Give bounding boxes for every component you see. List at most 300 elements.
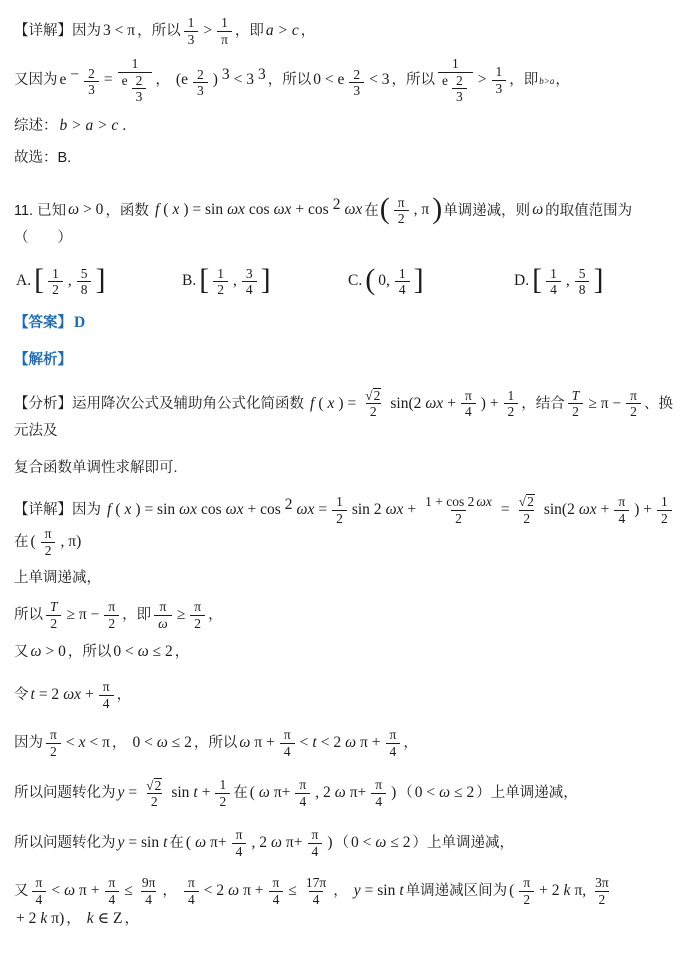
math-run: ( [249,784,255,802]
math-run: 3 < π [103,21,136,39]
math-run: π [44,526,52,542]
detail-line-3 [14,599,682,631]
fraction-denominator [242,281,257,298]
math-run: π [397,194,405,210]
fraction-denominator [452,88,467,105]
math-run: π [630,387,637,403]
math-run: 2 [50,615,58,631]
math-run: π [187,875,195,891]
fraction [461,388,476,420]
math-run: 2 [353,66,361,82]
text-run: ， [162,883,181,900]
math-run: 1 [219,777,227,793]
math-run: π [108,875,116,891]
fraction-denominator [184,891,199,908]
math-run: 4 [272,891,280,907]
fraction-denominator [366,403,381,420]
fraction-numerator [232,827,247,843]
math-run: 2 [507,404,515,420]
text-run: ）上单调递减， [412,835,514,852]
text-run: 所以问题转化为 [14,785,116,802]
fraction-numerator [156,599,171,615]
math-run: . [122,116,127,134]
fraction-numerator [421,494,496,510]
math-run: sin 2 [351,501,382,519]
fraction-denominator [280,743,295,760]
math-run: 4 [145,891,152,907]
fraction [546,266,561,298]
math-run: < 2 [320,734,342,752]
superscript [346,67,367,99]
math-run: e [59,71,67,89]
math-variable: ω [156,734,168,752]
math-run: cos [200,501,222,519]
math-variable: ωx [225,501,244,519]
text-run: ，所以 [137,22,181,39]
fraction [154,599,172,631]
math-variable: ω [137,643,149,661]
math-run: ) [327,834,333,852]
text-run: 【分析】运用降次公式及辅助角公式化简函数 [14,395,309,412]
math-variable: x [327,394,335,412]
math-run: < 3 [369,71,390,89]
fraction [184,15,199,47]
text-run: ，即 [509,72,539,89]
math-run: , 2 [251,834,267,852]
math-run: sin(2 [543,501,575,519]
math-variable: T [571,387,580,403]
math-run: , [565,272,570,290]
analysis-label-line [14,349,682,372]
fraction-denominator [48,281,63,298]
math-run: D [74,313,86,331]
detail-line-2 [14,567,682,590]
text-run: 11. 已知 [14,202,67,219]
math-run: 2 [108,615,116,631]
fraction-numerator [568,388,584,404]
radicand: 2 [373,387,381,403]
math-run: e [442,72,449,88]
math-run: ( [318,394,324,412]
math-run: > 0 [83,201,104,219]
text-run: 在 [364,202,379,219]
math-run: π [272,875,280,891]
text-run: 因为 [14,735,43,752]
math-variable: t [193,784,198,802]
math-variable: ω [64,882,76,900]
math-variable: ω [334,784,346,802]
text-run: 上单调递减， [14,570,101,587]
radicand: 2 [154,777,162,793]
math-run: , π) [60,533,82,551]
superscript [331,196,343,213]
detail-line-9 [14,875,682,932]
math-run: π [464,387,472,403]
math-variable: ωx [385,501,404,519]
math-run: + [407,501,417,519]
radical [365,388,381,403]
fraction-denominator [46,615,61,632]
fraction-numerator [371,777,386,793]
fraction [99,679,114,711]
math-run: 0 < [113,643,134,661]
fraction [515,494,539,526]
math-run: 1 [221,15,228,30]
math-run: 2 [284,495,293,513]
math-variable: ω [345,734,357,752]
math-run: + cos [247,501,281,519]
math-run: 3 [245,265,253,281]
math-run: > [477,71,487,89]
fraction-numerator [190,599,205,615]
math-run: ≤ 2 [390,834,411,852]
math-run: π [159,599,167,615]
math-run: π) [51,910,65,928]
text-run: 所以 [14,607,43,624]
fraction-denominator [46,743,61,760]
fraction-numerator [349,67,364,83]
math-run: 4 [245,282,253,298]
fraction-numerator [448,56,463,72]
math-run: sin [171,784,190,802]
superscript [190,67,211,99]
math-run: 1 [452,56,459,72]
math-run: π + [360,734,381,752]
math-run: 1 [550,265,557,281]
detail-line-prev [14,15,682,47]
fraction [77,266,92,298]
math-variable: x [78,734,86,752]
math-run: < 3 [233,71,255,89]
math-variable: ω [439,784,451,802]
fraction-denominator [32,891,47,908]
fraction-denominator [269,891,284,908]
math-run: + 2 [16,910,37,928]
math-run: ( [115,501,121,519]
math-variable: ω [375,834,387,852]
fraction-numerator [99,679,114,695]
text-run: 在 [14,534,29,551]
fraction-numerator [193,67,208,83]
fraction-numerator [213,266,228,282]
option-label: A. [16,272,32,290]
fraction-numerator [128,56,143,72]
fraction [386,727,401,759]
text-run: ， [300,22,316,39]
fraction [190,599,205,631]
math-run: 5 [80,265,88,281]
fraction [104,599,119,631]
fraction-denominator [147,793,162,810]
math-variable: ω [68,201,80,219]
fraction-denominator [371,793,386,810]
math-run: 1 [507,387,515,403]
math-run: π [108,599,116,615]
fraction [242,266,257,298]
math-run: < 2 [203,882,225,900]
big-delimiter: ( [365,263,376,297]
fraction [519,875,534,907]
math-variable: f [154,201,160,219]
big-delimiter: ] [593,263,604,297]
math-run: ≤ [124,882,133,900]
fraction-denominator [77,281,92,298]
fraction [421,494,496,526]
fraction-denominator [154,615,172,632]
fraction-denominator [104,615,119,632]
fraction-numerator [184,15,199,31]
math-variable: x [124,501,132,519]
math-run: 3 [495,80,503,96]
fraction [591,875,613,907]
math-run: 2 [572,404,579,420]
math-run: 1 [131,56,139,72]
math-variable: ωx [273,201,292,219]
text-run: （ [398,785,413,802]
math-variable: y [117,834,125,852]
text-run: ， [116,687,132,704]
math-run: + cos [295,201,329,219]
fraction [492,64,507,96]
text-run: ， [124,911,140,928]
math-run: 2 [217,282,224,298]
math-run: + 2 [539,882,560,900]
fraction-numerator [217,15,232,31]
superscript [68,66,102,98]
fraction-denominator [451,510,466,527]
text-run: ，函数 [105,202,153,219]
math-variable: ω [30,643,42,661]
math-run: 1 [495,64,503,80]
math-run: ) = sin [183,201,224,219]
radical [146,778,162,793]
fraction-numerator [361,388,385,403]
big-delimiter: ] [413,263,424,297]
math-run: π+ [273,784,291,802]
math-variable: ωx [425,394,444,412]
fraction [84,66,99,98]
fraction-denominator [395,281,410,298]
math-run: e [121,72,128,88]
math-run: > 0 [45,643,66,661]
math-variable: ω [239,734,251,752]
math-run: 2 [50,743,57,759]
fraction-numerator [492,64,507,80]
fraction-denominator [349,82,364,99]
fraction [104,875,119,907]
fraction [184,875,199,907]
fraction [41,526,56,558]
math-run: = 2 [38,686,60,704]
math-run: < [299,734,309,752]
math-variable: f [107,501,112,519]
text-run: 令 [14,687,29,704]
text-run: ， [174,644,190,661]
math-run: 2 [196,66,204,82]
text-run: 综述： [14,117,58,134]
fraction-numerator [215,777,230,793]
math-run: = sin [128,834,160,852]
fraction-numerator [515,494,539,509]
math-run: cos [248,201,270,219]
option-C [346,263,512,298]
text-run: ）上单调递减， [476,785,578,802]
math-run: , [67,272,72,290]
text-run: ，所以 [391,72,436,89]
text-run: 所以问题转化为 [14,835,116,852]
math-variable: ω [158,615,168,631]
fraction-denominator [132,88,147,105]
math-run: , [232,272,237,290]
math-run: ≤ 2 [152,643,173,661]
math-run: + [447,394,456,412]
fraction-numerator [48,266,63,282]
detail-line-prev-2 [14,56,682,105]
fraction-numerator [546,266,561,282]
math-run: 3 [187,31,195,47]
math-run: > [203,21,213,39]
fraction [295,777,310,809]
fraction-denominator [217,31,232,48]
math-run: π [283,727,291,743]
fraction-denominator [295,793,310,810]
math-run: 17π [305,875,327,891]
math-run: 2 [455,510,462,526]
text-run: ， [208,607,223,624]
text-run: ， [155,72,174,89]
math-run: 0 < [132,734,153,752]
fraction [452,73,467,105]
text-run: 单调递减，则 [443,202,531,219]
math-run: 2 [397,211,405,227]
fraction-numerator [504,388,519,404]
math-run: π [235,827,243,843]
fraction-numerator [307,827,322,843]
math-variable: t [163,834,168,852]
fraction-denominator [519,510,534,527]
math-run: 2 [52,282,59,298]
fraction-denominator [213,281,228,298]
math-variable: ωx [296,501,315,519]
math-run: 2 [630,404,637,420]
math-run: 0, [378,272,390,290]
fraction-denominator [41,542,56,559]
big-delimiter: ] [260,263,271,297]
math-run: 3 [221,65,230,83]
fraction-denominator [492,80,507,97]
math-run: ≤ 2 [454,784,475,802]
fraction-denominator [309,891,324,908]
big-delimiter: ] [95,263,106,297]
math-run: 1 + cos 2 [425,494,475,510]
fraction [657,494,672,526]
math-run: ≥ [176,606,186,624]
fraction-denominator [461,403,476,420]
math-variable: f [310,394,315,412]
fraction [32,875,47,907]
superscript [449,73,470,105]
document-body [14,15,682,932]
text-run: 、换元法及 [14,395,673,439]
fraction-denominator [386,743,401,760]
fraction-numerator [269,875,284,891]
fraction-denominator [519,891,534,908]
fraction-denominator [568,403,583,420]
math-run: 4 [389,743,397,759]
detail-line-8 [14,827,682,859]
fraction-numerator [132,73,147,89]
math-run: 3 [258,65,266,83]
text-run: ，即 [122,607,152,624]
fraction [349,67,364,99]
fraction-numerator [242,266,257,282]
option-label: B. [182,272,197,290]
math-run: 4 [311,843,319,859]
text-run: ，所以 [267,72,312,89]
fraction-numerator [104,875,119,891]
math-variable: y [117,784,125,802]
text-run: ， [66,911,85,928]
math-run: π + [243,882,264,900]
math-run: ) = sin [135,501,176,519]
math-run: (e [175,71,188,89]
math-run-small: b>a [539,76,555,87]
math-run: 3 [456,89,463,105]
fraction [302,875,330,907]
math-run: 1 [52,265,59,281]
fraction [332,494,347,526]
math-run: π + [254,734,275,752]
math-run: π [102,679,110,695]
math-run: π [221,31,228,47]
math-run: = [318,501,328,519]
math-run: 4 [187,891,195,907]
math-run: π [194,599,202,615]
radical [519,494,535,509]
fraction [142,778,166,810]
math-variable: ωx [63,686,82,704]
fraction-denominator [99,695,114,712]
math-run: 4 [398,282,406,298]
math-run: = sin [364,882,396,900]
math-run: π+ [349,784,367,802]
math-run: < [65,734,75,752]
question-line [14,192,682,250]
math-run: 1 [398,265,406,281]
text-run: 又因为 [14,72,58,89]
option-B [180,263,346,298]
math-run: 3 [196,83,204,99]
math-variable: ωx [476,494,492,510]
fraction-numerator [302,875,330,891]
math-run: ) + [480,394,499,412]
math-run: − [70,65,80,83]
math-run: 3 [353,83,361,99]
fraction [504,388,519,420]
fraction-numerator [394,195,409,211]
math-run: ≥ π − [66,606,100,624]
fraction [118,56,153,105]
fraction-denominator [438,72,473,105]
fraction-denominator [394,210,409,227]
math-run: π [311,827,319,843]
math-run: , π [413,201,430,219]
fraction-numerator [280,727,295,743]
math-run: 1 [187,15,195,30]
math-run: 4 [618,510,626,526]
math-run: 2 [219,793,227,809]
text-run: ，即 [234,22,264,39]
